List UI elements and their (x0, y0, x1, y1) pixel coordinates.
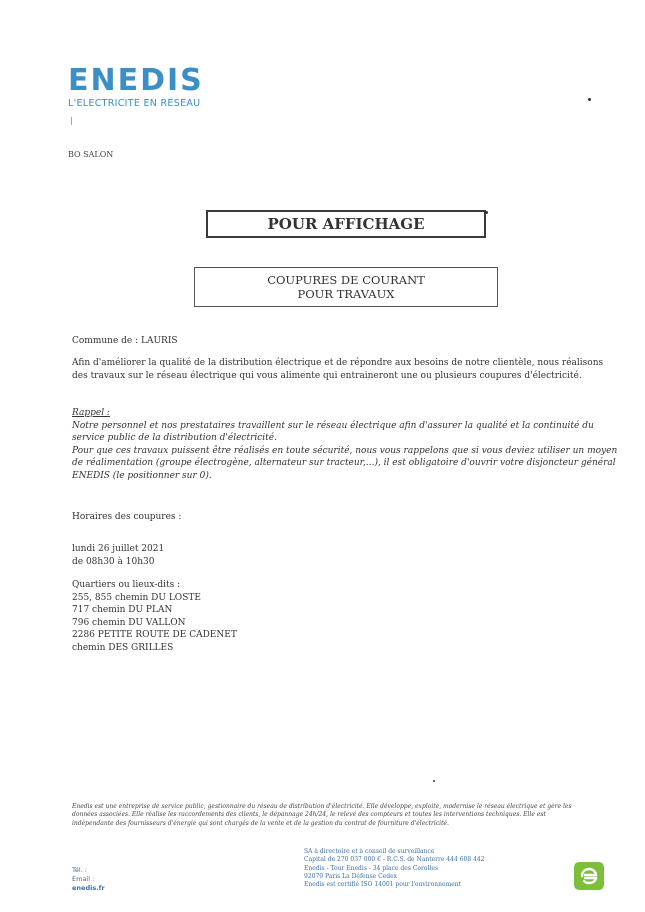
scan-speck (485, 211, 488, 214)
legal-line: Enedis - Tour Enedis - 34 place des Corolles (304, 864, 438, 872)
reminder-paragraph-1: Notre personnel et nos prestataires travaillent sur le réseau électrique afin d'assurer la qualité et la continuité du service public de la distribution d'électricité. (72, 420, 594, 443)
reminder-title: Rappel : (72, 408, 110, 418)
contact-block (72, 866, 105, 893)
locations-label: Quartiers ou lieux-dits : (72, 580, 181, 590)
footer-note: Enedis est une entreprise de service public, gestionnaire du réseau de distribution d'électricité. Elle développe, exploite, modernise le réseau électrique et gère les données associées. Elle réalise les raccordements des clients, le dépannage 24h/24, le relevé des compteurs et toutes les interventions techniques. Elle est indépendante des fournisseurs d'énergie qui sont chargés de la vente et de la gestion du contrat de fourniture d'électricité. (72, 803, 572, 827)
location-item: 717 chemin DU PLAN (72, 605, 173, 615)
posting-label: POUR AFFICHAGE (267, 215, 425, 233)
intro-paragraph: Afin d'améliorer la qualité de la distribution électrique et de répondre aux besoins de notre clientèle, nous réalisons des travaux sur le réseau électrique qui vous alimente qui entraineront une ou plusieurs coupures d'électricité. (72, 358, 604, 381)
commune-line: Commune de : LAURIS (72, 336, 178, 346)
location-item: chemin DES GRILLES (72, 642, 174, 653)
schedule-block (72, 543, 164, 568)
reminder-paragraph-2: Pour que ces travaux puissent être réalisés en toute sécurité, nous vous rappelons que si vous deviez utiliser un moyen de réalimentation (groupe électrogène, alternateur sur tracteur,...), il est obligatoire d'ouvrir votre disjoncteur général ENEDIS (le positionner sur 0). (72, 445, 618, 481)
outage-date: lundi 26 juillet 2021 (72, 544, 165, 554)
logo-tagline: L'ELECTRICITE EN RESEAU (68, 98, 201, 109)
legal-line: 92079 Paris La Défense Cedex (304, 872, 398, 880)
scan-speck (588, 98, 591, 101)
enedis-logo (68, 63, 208, 109)
title-line-1: COUPURES DE COURANT (267, 273, 425, 287)
scan-speck (433, 780, 435, 782)
location-item: 796 chemin DU VALLON (72, 617, 186, 628)
tel-label: Tél. : (72, 866, 87, 874)
outage-time: de 08h30 à 10h30 (72, 556, 155, 567)
title-line-2: POUR TRAVAUX (297, 287, 395, 301)
legal-line: Enedis est certifié ISO 14001 pour l'environnement (304, 881, 462, 889)
legal-line: Capital de 270 037 000 € - R.C.S. de Nanterre 444 608 442 (304, 856, 485, 864)
reminder-section (72, 407, 620, 482)
logo-word: ENEDIS (68, 63, 204, 98)
sender-label: BO SALON (68, 150, 114, 159)
posting-box (206, 210, 486, 238)
legal-block (304, 848, 485, 889)
schedule-label: Horaires des coupures : (72, 512, 182, 522)
locations-block (72, 579, 237, 654)
location-item: 255, 855 chemin DU LOSTE (72, 592, 201, 603)
legal-line: SA à directoire et à conseil de surveillance (304, 848, 435, 855)
decorative-tick (71, 117, 72, 125)
enedis-e-icon (574, 862, 604, 890)
email-label: Email : (72, 875, 95, 883)
location-item: 2286 PETITE ROUTE DE CADENET (72, 630, 237, 640)
website-link[interactable]: enedis.fr (72, 884, 105, 892)
title-box (194, 267, 498, 307)
